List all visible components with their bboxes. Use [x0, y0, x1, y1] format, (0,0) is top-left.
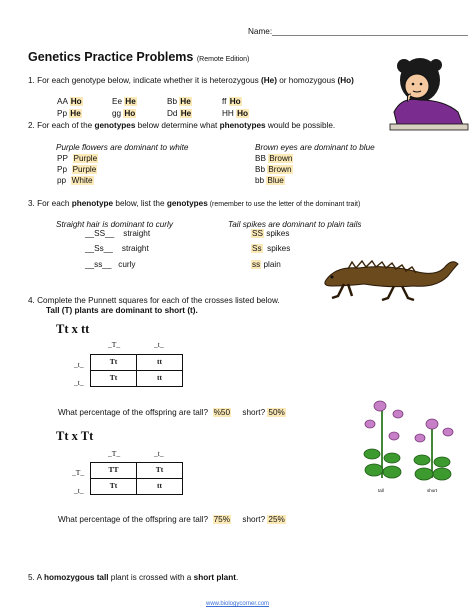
q3-left-row: __SS__ straight	[85, 229, 151, 238]
question-1-text	[28, 76, 354, 85]
q1-text-a: 1. For each genotype below, indicate whether it is heterozygous	[28, 76, 262, 85]
page-title	[28, 50, 249, 64]
q3-right-heading: Tail spikes are dominant to plain tails	[228, 220, 362, 229]
q1-item: Bb He	[167, 97, 191, 106]
q1-text-ho: (Ho)	[337, 76, 354, 85]
thinking-girl-clipart	[384, 50, 470, 132]
q3-left-row: __Ss__ straight	[85, 244, 149, 253]
cross-2-side-allele: _t_	[74, 486, 84, 495]
punnett-cell: tt	[137, 479, 183, 495]
punnett-cell: TT	[91, 463, 137, 479]
cross-2-top-allele: _T_	[108, 449, 121, 458]
q2-left-row: Pp Purple	[57, 165, 97, 174]
q1-item: HH Ho	[222, 109, 249, 118]
q1-item: Ee He	[112, 97, 136, 106]
punnett-square-1	[90, 354, 183, 387]
question-5-text: 5. A homozygous tall plant is crossed with a short plant.	[28, 573, 239, 582]
q1-text-he: (He)	[261, 76, 277, 85]
punnett-cell: tt	[137, 371, 183, 387]
punnett-cell: Tt	[91, 371, 137, 387]
cross-2-label: Tt x Tt	[56, 429, 94, 443]
question-4-text: 4. Complete the Punnett squares for each of the crosses listed below.	[28, 296, 280, 305]
punnett-square-2	[90, 462, 183, 495]
footer-link[interactable]: www.biologycorner.com	[206, 601, 270, 607]
cross-1-top-allele: _T_	[108, 340, 121, 349]
question-3-text: 3. For each phenotype below, list the genotypes (remember to use the letter of the dominant trait)	[28, 199, 361, 208]
q2-left-row: PP Purple	[57, 154, 98, 163]
q2-right-row: bb Blue	[255, 176, 284, 185]
cross-1-label: Tt x tt	[56, 322, 90, 336]
q1-item: gg Ho	[112, 109, 136, 118]
pea-plants-clipart	[360, 398, 466, 496]
subtitle: (Remote Edition)	[196, 56, 250, 63]
plant-label-short: short	[427, 488, 438, 493]
q3-right-row: SS spikes	[252, 229, 290, 238]
plant-label-tall: tall	[378, 488, 384, 493]
q3-left-row: __ss__ curly	[85, 260, 136, 269]
q3-right-row: ss plain	[252, 260, 281, 269]
q1-item: ff Ho	[222, 97, 241, 106]
name-line: Name:___________________________________________	[248, 27, 468, 36]
punnett-cell: Tt	[91, 479, 137, 495]
q1-item: Dd He	[167, 109, 192, 118]
q3-right-row: Ss spikes	[252, 244, 291, 253]
punnett-cell: Tt	[137, 463, 183, 479]
lizard-clipart	[318, 250, 466, 304]
q2-left-row: pp White	[57, 176, 93, 185]
cross-1-side-allele: _t_	[74, 360, 84, 369]
question-2-text: 2. For each of the genotypes below determine what phenotypes would be possible.	[28, 121, 336, 130]
q2-right-row: Bb Brown	[255, 165, 292, 174]
cross-2-top-allele: _t_	[154, 449, 164, 458]
punnett-cell: tt	[137, 355, 183, 371]
q2-left-heading: Purple flowers are dominant to white	[56, 143, 189, 152]
q1-item: Pp He	[57, 109, 81, 118]
q2-right-heading: Brown eyes are dominant to blue	[255, 143, 375, 152]
cross-1-question: What percentage of the offspring are tall? %50 short? 50%	[58, 408, 285, 417]
q3-left-heading: Straight hair is dominant to curly	[56, 220, 173, 229]
punnett-cell: Tt	[91, 355, 137, 371]
cross-1-top-allele: _t_	[154, 340, 164, 349]
cross-2-side-allele: _T_	[72, 468, 85, 477]
cross-1-side-allele: _t_	[74, 378, 84, 387]
q1-item: AA Ho	[57, 97, 82, 106]
q1-text-b: or homozygous	[276, 76, 338, 85]
q4-rule: Tall (T) plants are dominant to short (t).	[46, 306, 198, 315]
cross-2-question: What percentage of the offspring are tall? 75% short? 25%	[58, 515, 285, 524]
q2-right-row: BB Brown	[255, 154, 293, 163]
title-text: Genetics Practice Problems	[28, 50, 194, 64]
